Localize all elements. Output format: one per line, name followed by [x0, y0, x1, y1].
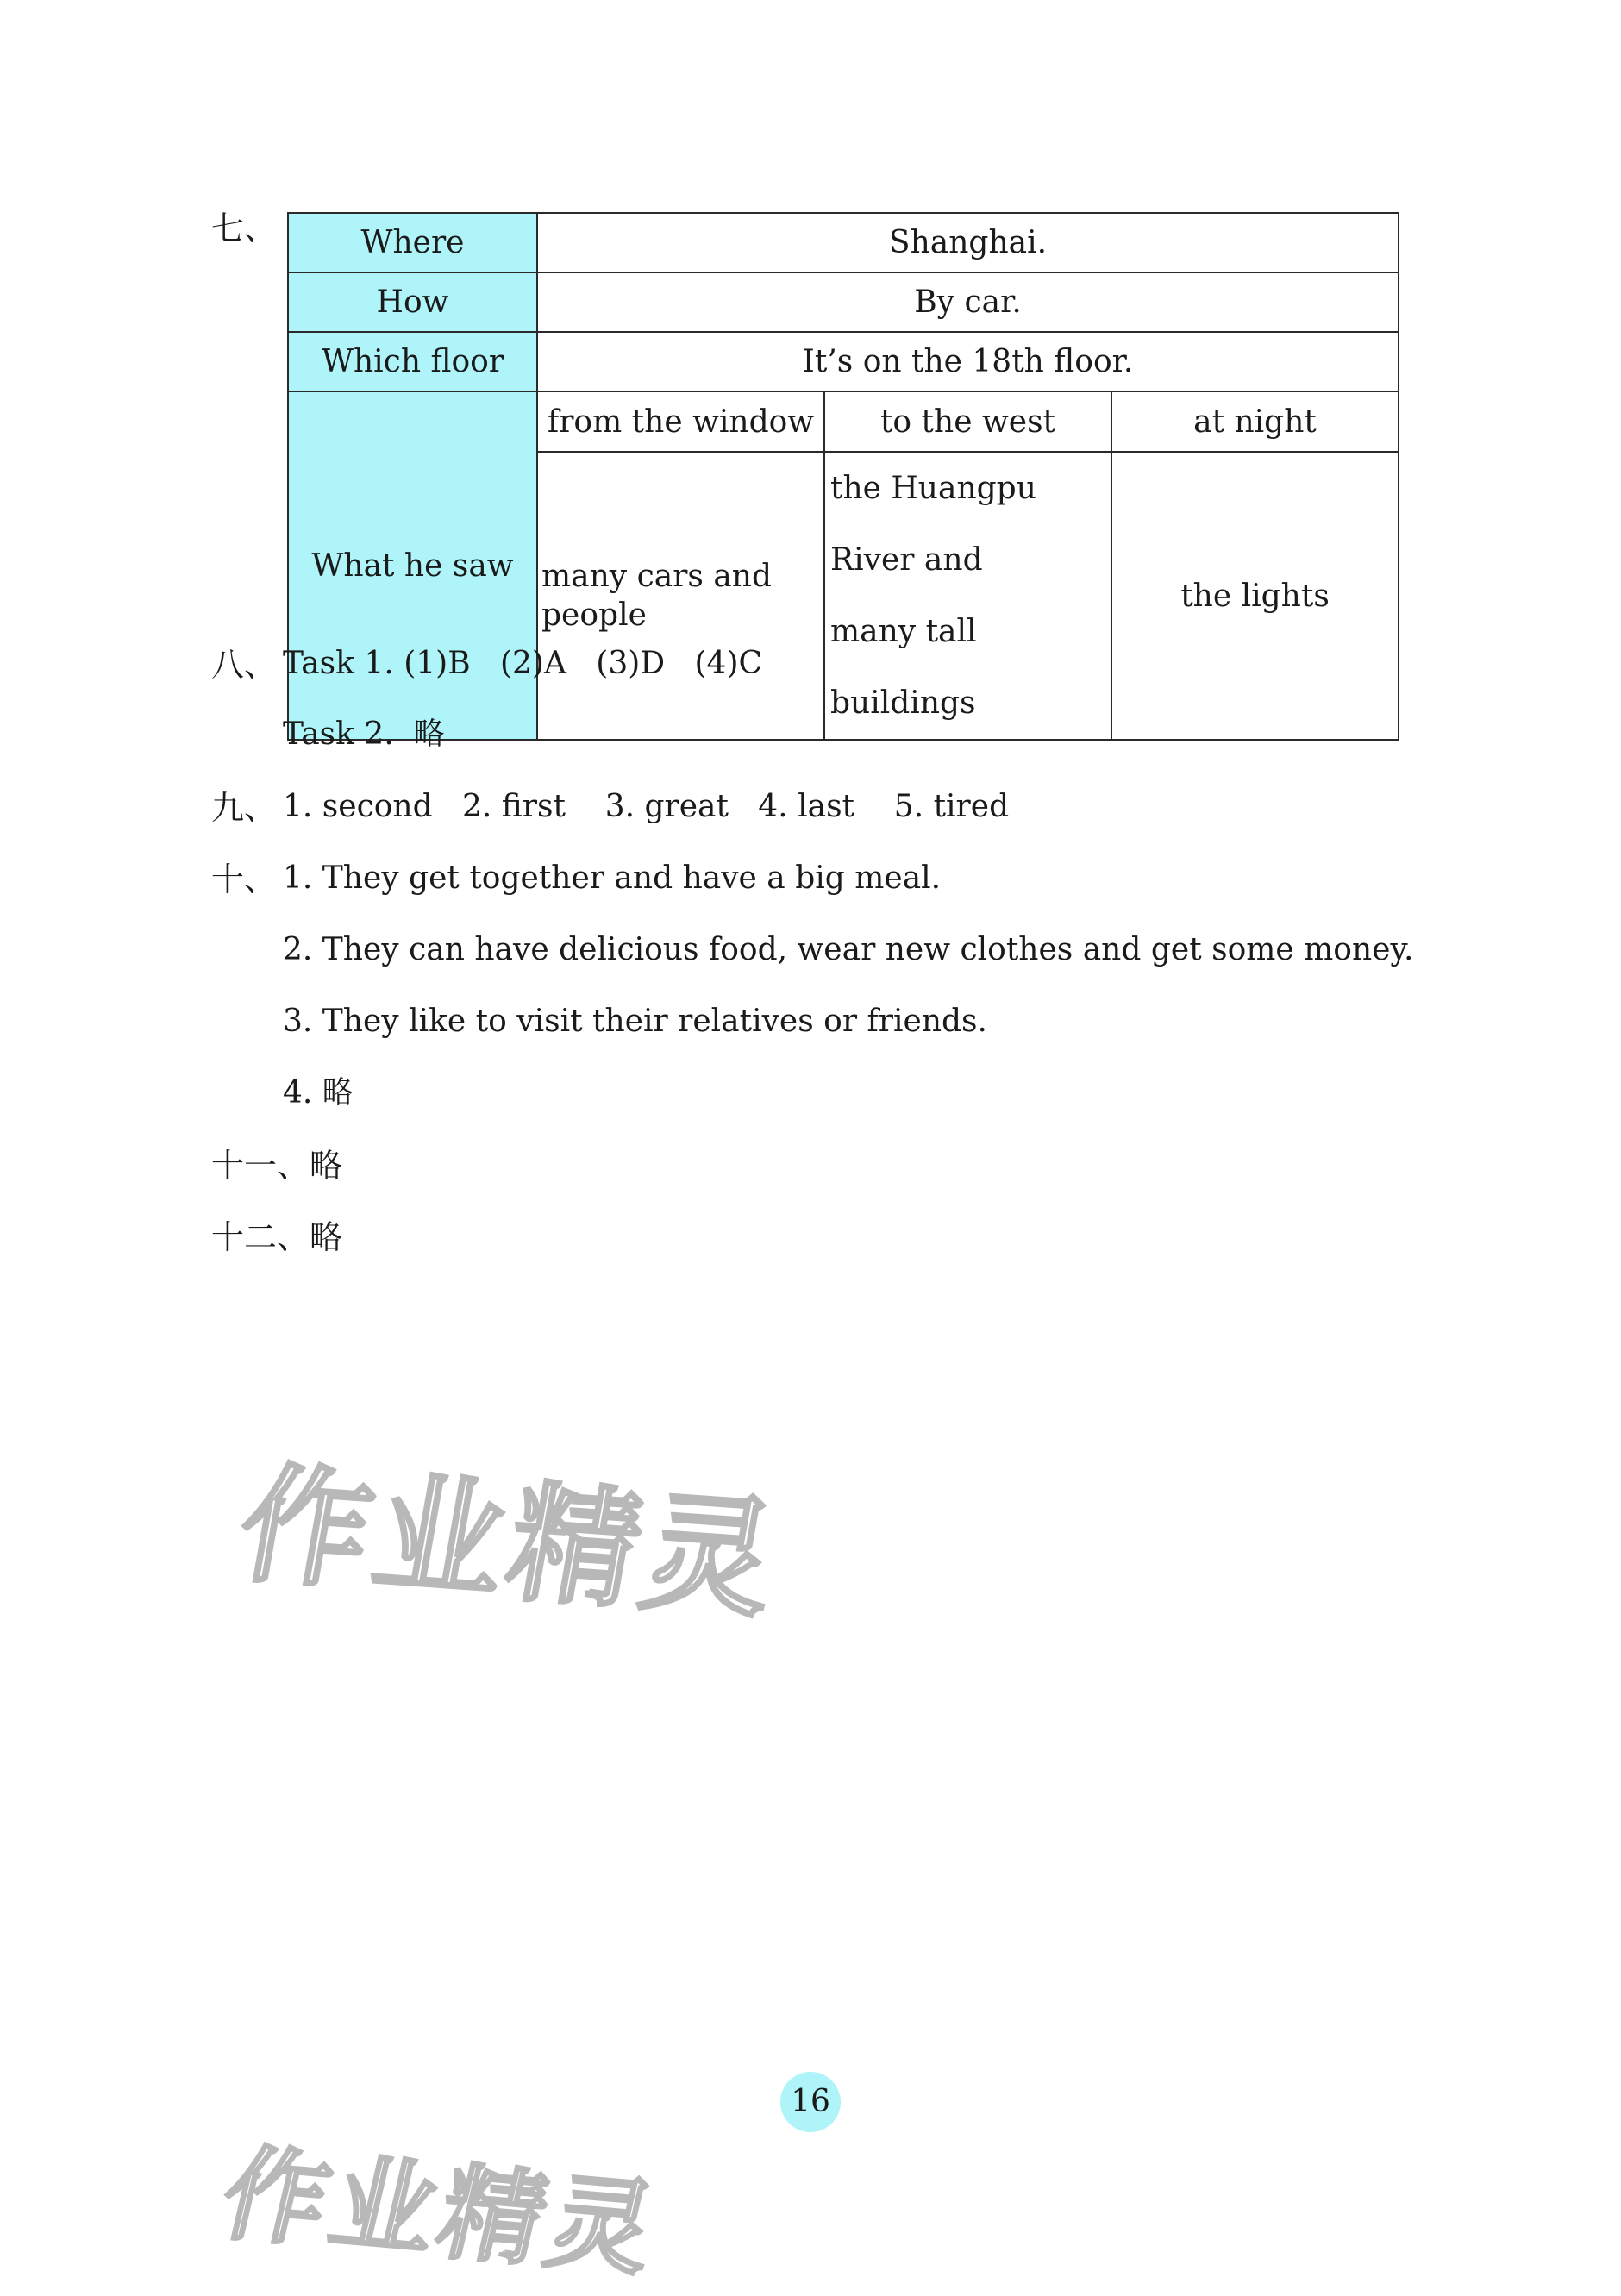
jiu-answers: 1. second 2. first 3. great 4. last 5. tired	[283, 789, 1010, 824]
col2-header-cell: to the west	[824, 391, 1111, 452]
where-value-cell: Shanghai.	[537, 213, 1399, 272]
shier-label: 十二、	[211, 1218, 310, 1256]
table-row-saw-headers	[288, 391, 1399, 452]
section-label-shi: 十、	[211, 860, 278, 898]
ba-task1: Task 1. (1)B (2)A (3)D (4)C	[283, 646, 763, 681]
ba-task2: Task 2. 略	[283, 716, 445, 752]
col3-header-cell: at night	[1111, 391, 1399, 452]
shi-item-4: 4. 略	[283, 1075, 354, 1110]
section-label-jiu: 九、	[211, 789, 278, 827]
table-row-where	[288, 213, 1399, 272]
shiyi-label: 十一、	[211, 1147, 310, 1185]
where-label-cell: Where	[288, 213, 537, 272]
col2-value-cell	[824, 452, 1111, 740]
section-label-ba: 八、	[211, 646, 278, 684]
shi-item-2: 2. They can have delicious food, wear new clothes and get some money.	[283, 932, 1414, 967]
col3-value-cell: the lights	[1111, 452, 1399, 740]
section-label-shier	[211, 1218, 343, 1256]
table-row-floor	[288, 332, 1399, 391]
col1-header-cell: from the window	[537, 391, 824, 452]
floor-label-cell: Which floor	[288, 332, 537, 391]
page-number: 16	[780, 2072, 841, 2132]
section-label-shiyi	[211, 1147, 343, 1185]
shi-item-1: 1. They get together and have a big meal.	[283, 860, 942, 896]
saw-label-cell: What he saw	[288, 391, 537, 740]
col1-value-cell: many cars and people	[537, 452, 824, 740]
shi-item-3: 3. They like to visit their relatives or friends.	[283, 1004, 987, 1039]
floor-value-cell: It’s on the 18th floor.	[537, 332, 1399, 391]
how-value-cell: By car.	[537, 272, 1399, 332]
table-row-how	[288, 272, 1399, 332]
shier-answer: 略	[310, 1218, 343, 1256]
col2-value-line2: many tall buildings	[830, 614, 977, 721]
col2-value-line1: the Huangpu River and	[830, 471, 1036, 578]
how-label-cell: How	[288, 272, 537, 332]
shiyi-answer: 略	[310, 1147, 343, 1185]
section-label-qi: 七、	[211, 210, 278, 247]
watermark-logo: 作业精灵	[228, 1449, 792, 1636]
watermark-logo-bottom: 作业精灵	[210, 2134, 672, 2291]
